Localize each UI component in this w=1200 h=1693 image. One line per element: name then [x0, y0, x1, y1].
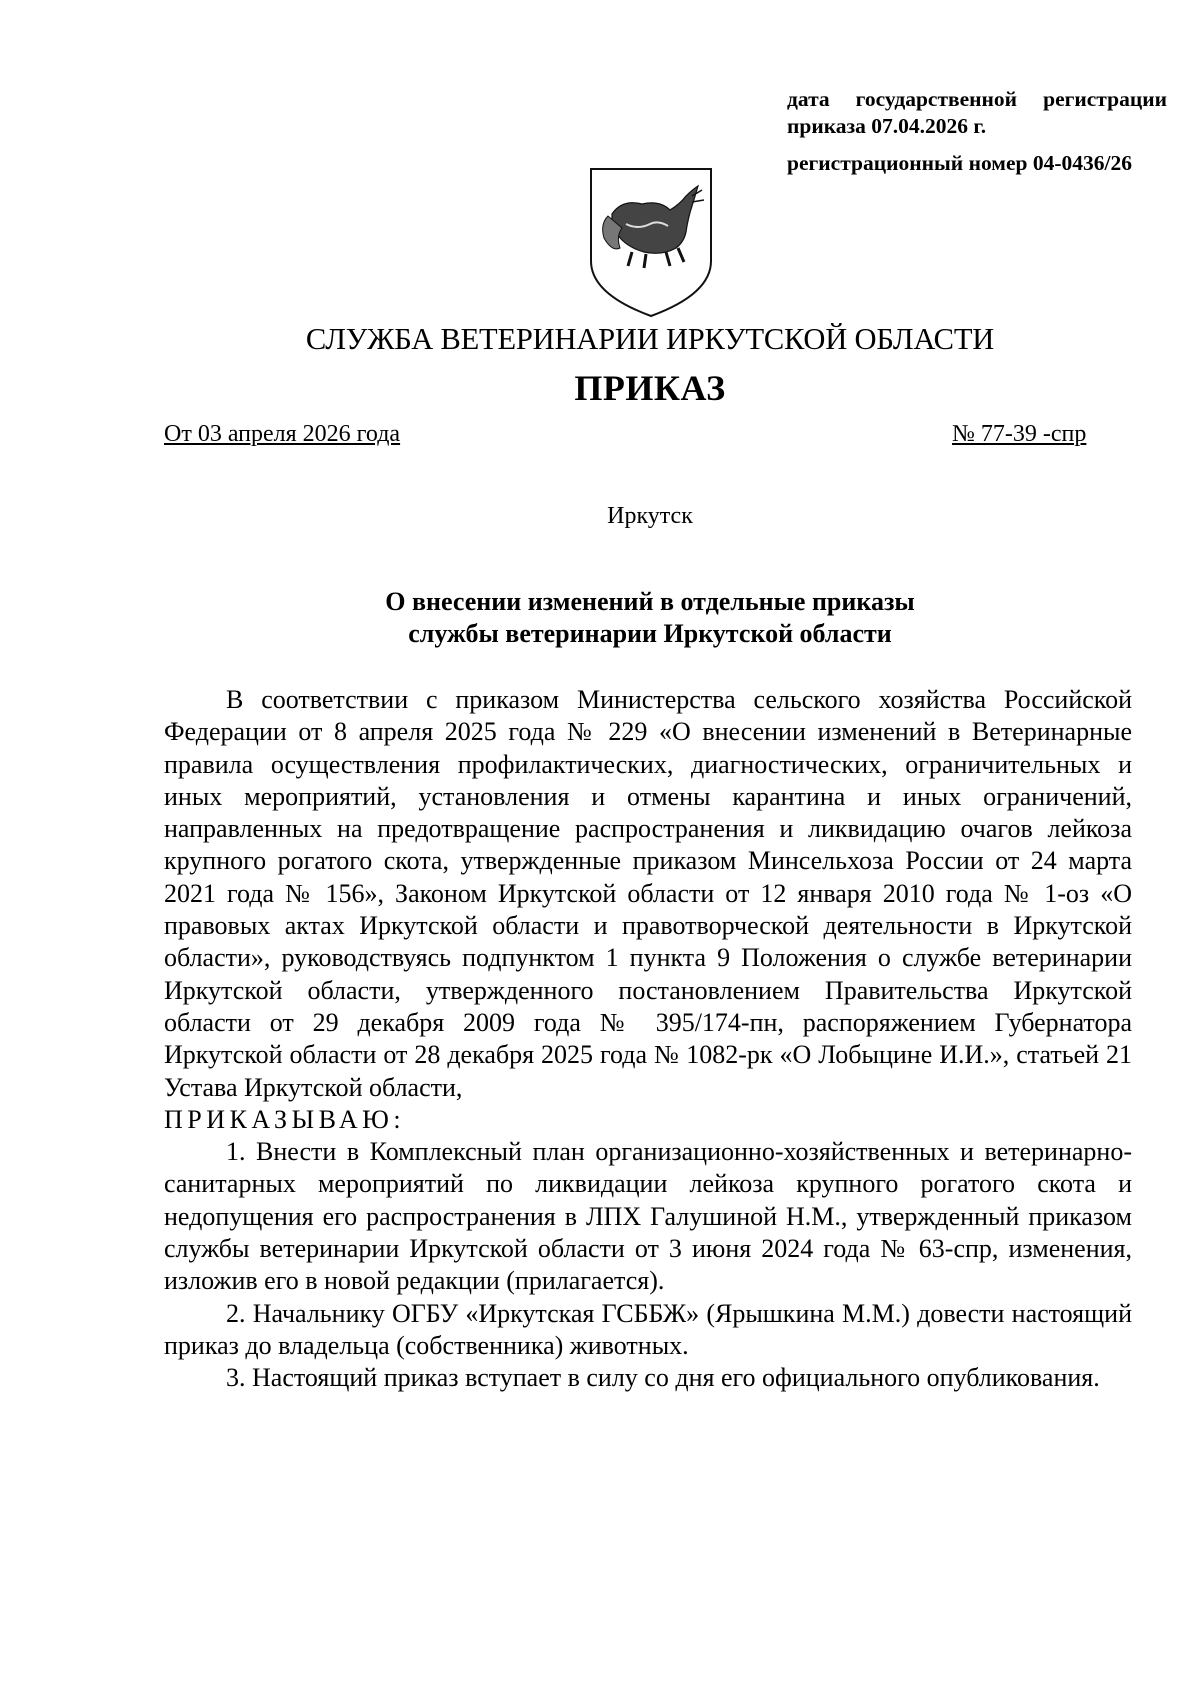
order-number: № 77-39 -спр — [952, 421, 1087, 447]
order-body — [164, 684, 1132, 1395]
order-title-line-2: службы ветеринарии Иркутской области — [408, 619, 892, 648]
registration-number: регистрационный номер 04-0436/26 — [787, 151, 1132, 175]
registration-date: приказа 07.04.2026 г. — [787, 114, 987, 138]
order-date: От 03 апреля 2026 года — [164, 421, 401, 447]
registration-block — [787, 86, 1167, 177]
document-type: ПРИКАЗ — [574, 368, 726, 408]
order-word: ПРИКАЗЫВАЮ: — [164, 1104, 406, 1134]
coat-of-arms-icon — [588, 166, 714, 318]
registration-date-label: дата государственной регистрации — [787, 87, 1167, 111]
order-title — [0, 586, 1200, 650]
order-item-3: 3. Настоящий приказ вступает в силу со дня его официального опубликования. — [226, 1363, 1100, 1393]
order-title-line-1: О внесении изменений в отдельные приказы — [385, 587, 915, 616]
city: Иркутск — [607, 503, 693, 529]
order-item-1: 1. Внести в Комплексный план организационно-хозяйственных и ветеринарно-санитарных мероприятий по ликвидации лейкоза крупного рогатого скота и недопущения его распространения в ЛПХ Галушиной Н.М., утвержденный приказом службы ветеринарии Иркутской области от 3 июня 2024 года № 63-спр, изменения, изложив его в новой редакции (прилагается). — [164, 1137, 1132, 1296]
preamble-paragraph: В соответствии с приказом Министерства сельского хозяйства Российской Федерации от 8 апреля 2025 года № 229 «О внесении изменений в Ветеринарные правила осуществления профилактических, диагностических, ограничительных и иных мероприятий, установления и отмены карантина и иных ограничений, направленных на предотвращение распространения и ликвидацию очагов лейкоза крупного рогатого скота, утвержденные приказом Минсельхоза России от 24 марта 2021 года № 156», Законом Иркутской области от 12 января 2010 года № 1-оз «О правовых актах Иркутской области и правотворческой деятельности в Иркутской области», руководствуясь подпунктом 1 пункта 9 Положения о службе ветеринарии Иркутской области, утвержденного постановлением Правительства Иркутской области от 29 декабря 2009 года № 395/174-пн, распоряжением Губернатора Иркутской области от 28 декабря 2025 года № 1082-рк «О Лобыцине И.И.», статьей 21 Устава Иркутской области, — [164, 685, 1132, 1102]
order-item-2: 2. Начальнику ОГБУ «Иркутская ГСББЖ» (Ярышкина М.М.) довести настоящий приказ до владельца (собственника) животных. — [164, 1298, 1132, 1360]
agency-name: СЛУЖБА ВЕТЕРИНАРИИ ИРКУТСКОЙ ОБЛАСТИ — [305, 322, 995, 356]
